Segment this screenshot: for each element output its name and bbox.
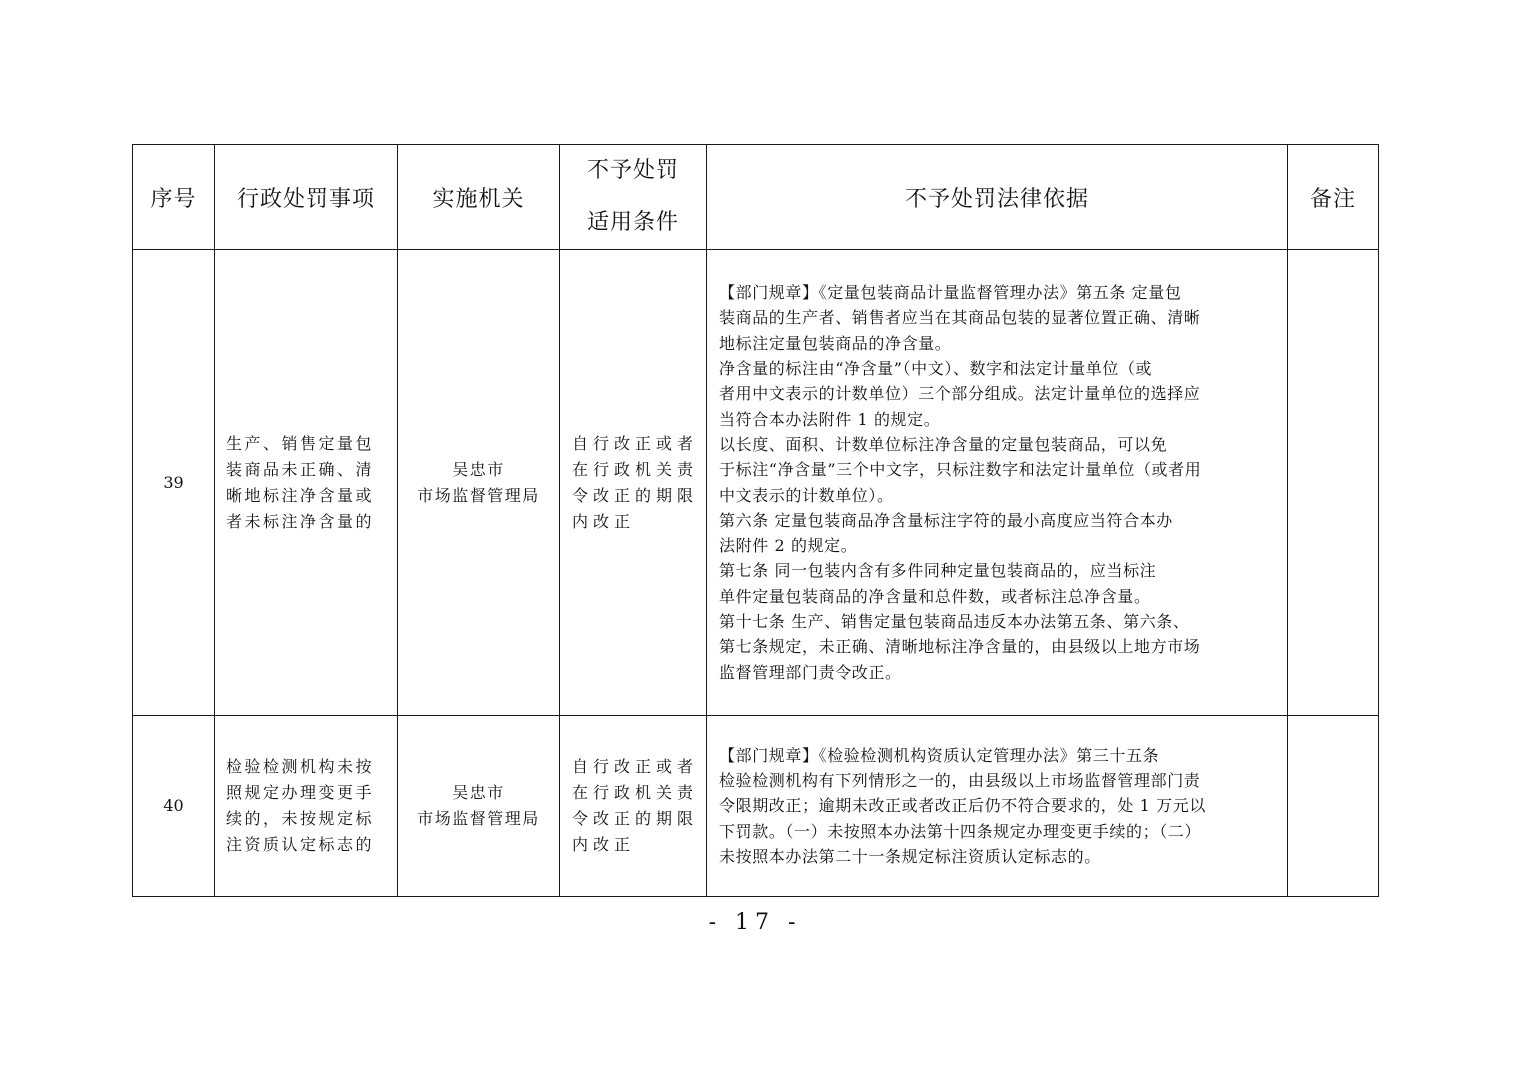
table-row	[133, 250, 1379, 716]
row-legal-basis: 【部门规章】《定量包装商品计量监督管理办法》第五条 定量包 装商品的生产者、销售者应当在其商品包装的显著位置正确、清晰 地标注定量包装商品的净含量。 净含量的标注由“净含量”（中文）、数字和法定计量单位（或 者用中文表示的计数单位）三个部分组成。法定计量单位的选择应 当符合本办法附件 1 的规定。 以长度、面积、计数单位标注净含量的定量包装商品，可以免 于标注“净含量”三个中文字，只标注数字和法定计量单位（或者用 中文表示的计数单位）。 第六条 定量包装商品净含量标注字符的最小高度应当符合本办 法附件 2 的规定。 第七条 同一包装内含有多件同种定量包装商品的，应当标注 单件定量包装商品的净含量和总件数，或者标注总净含量。 第十七条 生产、销售定量包装商品违反本办法第五条、第六条、 第七条规定，未正确、清晰地标注净含量的，由县级以上地方市场 监督管理部门责令改正。	[707, 250, 1288, 716]
row-penalty-item: 检验检测机构未按 照规定办理变更手 续的，未按规定标 注资质认定标志的	[215, 716, 398, 897]
header-remark: 备注	[1288, 145, 1379, 250]
header-basis: 不予处罚法律依据	[707, 145, 1288, 250]
row-legal-basis: 【部门规章】《检验检测机构资质认定管理办法》第三十五条 检验检测机构有下列情形之一的，由县级以上市场监督管理部门责 令限期改正；逾期未改正或者改正后仍不符合要求的，处 1 万元以 下罚款。（一）未按照本办法第十四条规定办理变更手续的；（二） 未按照本办法第二十一条规定标注资质认定标志的。	[707, 716, 1288, 897]
header-agency: 实施机关	[398, 145, 560, 250]
table-row	[133, 716, 1379, 897]
row-condition: 自行改正或者 在行政机关责 令改正的期限 内改正	[560, 250, 707, 716]
header-condition-line2: 适用条件	[586, 210, 679, 235]
header-item: 行政处罚事项	[215, 145, 398, 250]
page-number: - 17 -	[708, 910, 802, 935]
header-condition-line1: 不予处罚	[586, 158, 679, 183]
row-agency: 吴忠市 市场监督管理局	[398, 250, 560, 716]
table-header-row	[133, 145, 1379, 250]
penalty-exemption-table	[132, 144, 1379, 897]
row-seq: 39	[133, 250, 215, 716]
row-remark	[1288, 716, 1379, 897]
row-condition: 自行改正或者 在行政机关责 令改正的期限 内改正	[560, 716, 707, 897]
row-agency: 吴忠市 市场监督管理局	[398, 716, 560, 897]
header-seq: 序号	[133, 145, 215, 250]
row-penalty-item: 生产、销售定量包 装商品未正确、清 晰地标注净含量或 者未标注净含量的	[215, 250, 398, 716]
row-seq: 40	[133, 716, 215, 897]
row-remark	[1288, 250, 1379, 716]
header-condition	[560, 145, 707, 250]
